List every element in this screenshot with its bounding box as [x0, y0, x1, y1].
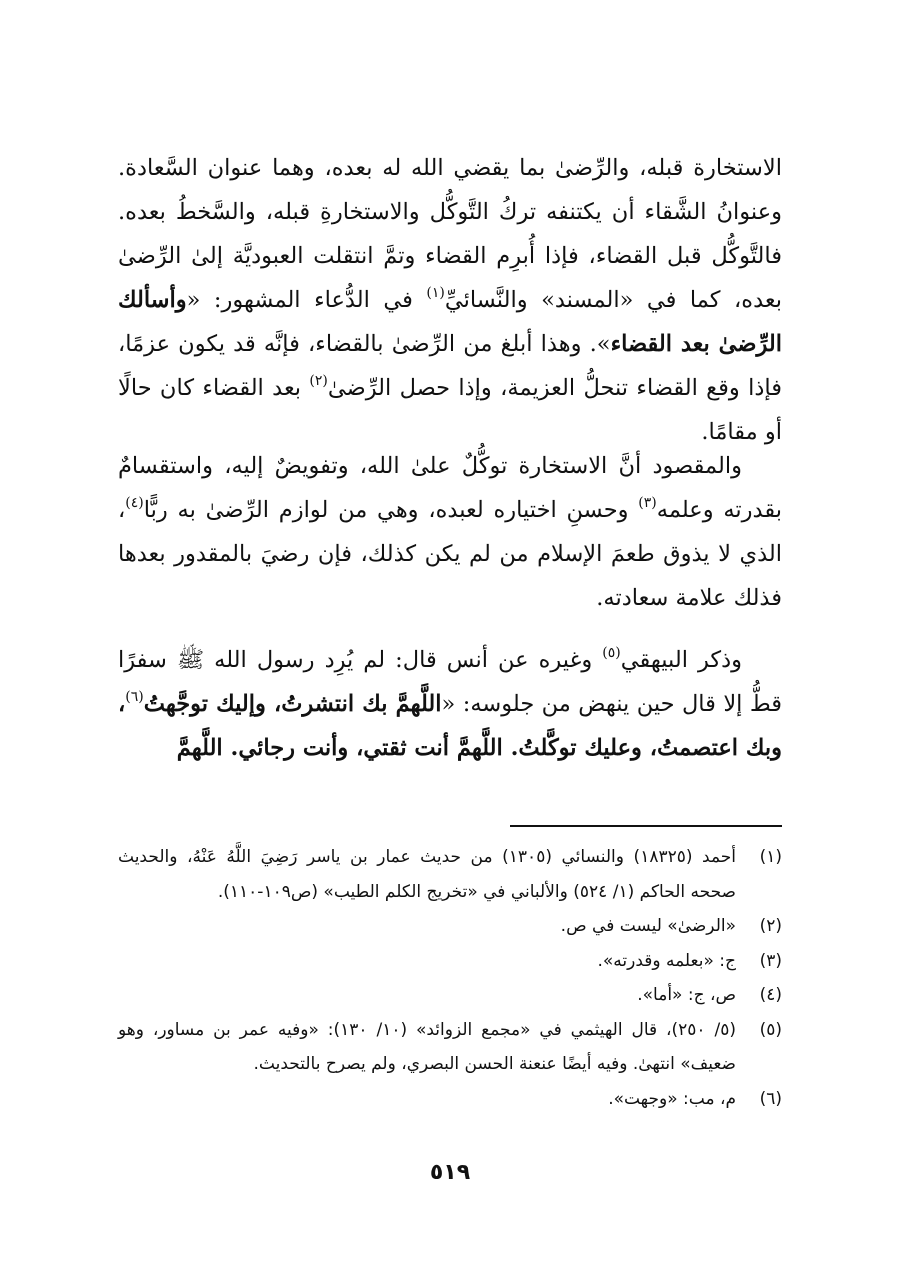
paragraph-3-text-b: وغيره عن أنس قال: لم يُرِد رسول الله ﷺ سفرًا قطُّ إلا قال حين ينهض من جلوسه: «	[118, 647, 782, 717]
quoted-dua-1: وأسألك الرِّضىٰ بعد القضاء	[118, 287, 782, 357]
footnote-item	[118, 909, 782, 944]
paragraph-1-text: الاستخارة قبله، والرِّضىٰ بما يقضي الله له بعده، وهما عنوان السَّعادة. وعنوانُ الشَّقاء أن يكتنفه تركُ التَّوكُّل والاستخارةِ قبله، والسَّخطُ بعده. فالتَّوكُّل قبل القضاء، فإذا أُبرِم القضاء وتمَّ انتقلت العبوديَّة إلىٰ الرِّضىٰ بعده، كما في «المسند» والنَّسائيِّ	[118, 155, 782, 313]
paragraph-1-text-c: ». وهذا أبلغ من الرِّضىٰ بالقضاء، فإنَّه قد يكون عزمًا، فإذا وقع القضاء تنحلُّ العزيمة، وإذا حصل الرِّضىٰ	[118, 331, 782, 401]
footnote-ref-3[interactable]: (٣)	[638, 494, 657, 511]
footnote-ref-5[interactable]: (٥)	[602, 644, 621, 661]
paragraph-1-text-d: بعد القضاء كان حالًا أو مقامًا.	[118, 375, 782, 445]
footnote-number: (٦)	[759, 1088, 782, 1109]
paragraph-2-text-b: وحسنِ اختياره لعبده، وهي من لوازم الرِّضىٰ به ربًّا	[143, 497, 639, 523]
footnote-item	[118, 978, 782, 1013]
footnote-number: (٤)	[759, 985, 782, 1005]
paragraph-1	[118, 146, 782, 454]
footnote-text: «الرضىٰ» ليست في ص.	[560, 916, 736, 936]
footnotes	[118, 840, 782, 1116]
page-number: ٥١٩	[429, 1160, 471, 1185]
footnote-text: ص، ج: «أما».	[637, 985, 736, 1005]
quoted-dua-2: اللَّهمَّ بك انتشرتُ، وإليك توجَّهتُ	[143, 691, 442, 717]
footnote-text: م، مب: «وجهت».	[608, 1088, 736, 1109]
footnote-separator	[510, 825, 782, 827]
paragraph-2-text-c: ، الذي لا يذوق طعمَ الإسلام من لم يكن كذلك، فإن رضيَ بالمقدور بعدها فذلك علامة سعادته.	[118, 497, 782, 611]
paragraph-3	[118, 638, 782, 770]
footnote-text: (٥/ ٢٥٠)، قال الهيثمي في «مجمع الزوائد» (١٠/ ١٣٠): «وفيه عمر بن مساور، وهو ضعيف» انتهىٰ. وفيه أيضًا عنعنة الحسن البصري، ولم يصرح بالتحديث.	[118, 1019, 736, 1074]
footnote-item	[118, 944, 782, 979]
footnote-ref-4[interactable]: (٤)	[125, 494, 144, 511]
footnote-text: أحمد (١٨٣٢٥) والنسائي (١٣٠٥) من حديث عمار بن ياسر رَضِيَ اللَّهُ عَنْهُ، والحديث صححه الحاكم (١/ ٥٢٤) والألباني في «تخريج الكلم الطيب» (ص١٠٩-١١٠).	[118, 847, 737, 902]
paragraph-2	[118, 444, 782, 620]
paragraph-1-text-b: في الدُّعاء المشهور: «	[186, 287, 427, 313]
footnote-number: (١)	[759, 847, 782, 867]
footnote-number: (٥)	[759, 1019, 782, 1040]
paragraph-3-text: وذكر البيهقي	[620, 647, 742, 673]
footnote-number: (٢)	[759, 916, 782, 936]
footnote-ref-1[interactable]: (١)	[426, 284, 445, 301]
paragraph-2-text: والمقصود أنَّ الاستخارة توكُّلٌ علىٰ الله، وتفويضٌ إليه، واستقسامٌ بقدرته وعلمه	[118, 453, 782, 523]
footnote-number: (٣)	[759, 950, 782, 971]
footnote-item	[118, 840, 782, 909]
footnote-text: ج: «بعلمه وقدرته».	[597, 950, 736, 971]
quoted-dua-3: ، وبك اعتصمتُ، وعليك توكَّلتُ. اللَّهمَّ أنت ثقتي، وأنت رجائي. اللَّهمَّ	[118, 691, 782, 761]
footnote-ref-2[interactable]: (٢)	[309, 372, 328, 389]
footnote-item	[118, 1013, 782, 1082]
footnote-item	[118, 1082, 782, 1117]
footnote-ref-6[interactable]: (٦)	[125, 688, 144, 705]
